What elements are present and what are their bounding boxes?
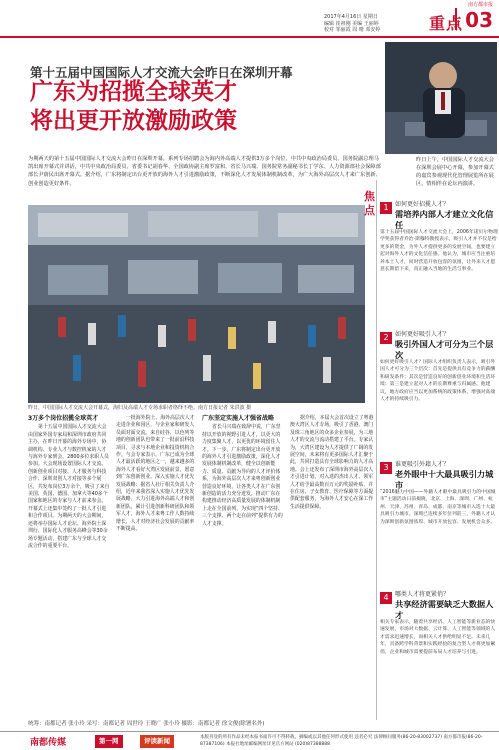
main-photo-caption: 昨日，中国国际人才交流大会开幕式，海归及高端人才专场求职者络绎不绝。南方日报记者 朱洪波 摄 xyxy=(28,405,252,411)
article-column-1 xyxy=(28,415,110,550)
article-column-4 xyxy=(290,415,376,511)
column-divider xyxy=(376,180,377,720)
focus-item-header xyxy=(380,460,498,490)
main-photo-image xyxy=(28,205,365,403)
article-credits: 统筹：南都记者 张小玲 采写：南都记者 周世玲 王晓广 张小玲 摄影：南都记者 徐文俊(除署名外) xyxy=(28,721,265,727)
column-body: 一批海外院士、海外高层次人才走进企业和园区，与企业家和研发人员面对面交流。来自硅谷、以色列等地的创新团队也带来了一批前沿科技项目，寻求与本地企业和投资机构合作。与会专家表示，广东已成为全球人才最活跃的地区之一，越来越多的海外人才看好大湾区发展前景，愿意到广东创新创业。深入实施人才优先发展战略：据省人社厅相关负责人介绍，近年来我省深入实施人才优先发展战略，大力引进海外高端人才和创新团队，累计引进创新科研团队和领军人才，海外人才来粤工作人数持续增长，人才对经济社会发展的贡献率不断提高。 xyxy=(116,415,195,533)
article-lead: 为期两天的第十五届中国国际人才交流大会昨日在深圳开幕。系列专场招聘会为海内外高端人才提供3万多个岗位，中共中央政治局委员、国务院副总理马凯出席开幕式并讲话，中共中央政治局委员、省委书记胡春华、全国政协副主席罗富和、省长马兴瑞、国务院常务副秘书长丁学东、人力资源部社会保障部部长尹蔚民出席开幕式。据介绍，广东将制定出台更开放的海外人才引进激励政策，不断深化人才发展体制机制改革，为广大海外高层次人才来广东创新、创业创造更好条件。 xyxy=(28,156,381,187)
focus-number-badge: 4 xyxy=(380,592,392,604)
column-body: 省长马兴瑞在致辞中说，广东坚持以开放的视野引进人才，以更大的力度集聚人才，以更优的环境留住人才。下一步，广东将制定出台更开放的海外人才引进激励政策，深化人才发展体制机制改革，健全以创新能力、质量、贡献为导向的人才评价体系，为海外高层次人才来粤创新创业营造良好环境，让各类人才在广东创新创造的活力充分迸发，推动广东在构建推动经济高质量发展的体制机制上走在全国前列，为实现“四个坚持、三个支撑、两个走在前列”提供有力的人才支撑。 xyxy=(202,424,283,527)
focus-number-badge: 1 xyxy=(380,202,392,214)
focus-item-header xyxy=(380,330,498,360)
focus-answer-title: 需培养内部人才建立文化信任 xyxy=(395,209,494,230)
footer-app-badge-2: 评读新闻 xyxy=(140,735,174,748)
issue-proofreaders: 校对 邹丽霞 周 晴 邓安婷 xyxy=(324,27,381,33)
column-heading: 3万多个岗位招揽全球英才 xyxy=(28,415,99,422)
focus-answer-title: 老外眼中十大最具吸引力城市 xyxy=(395,469,494,490)
brand-label: 南方都市报 xyxy=(467,2,493,8)
page-footer xyxy=(0,731,499,750)
focus-question: 哪类人才将更紧俏？ xyxy=(395,591,450,598)
focus-item-3 xyxy=(380,460,498,526)
focus-number-badge: 3 xyxy=(380,462,392,474)
issue-date: 2017年4月16日 星期日 xyxy=(324,14,378,20)
footer-legal-text: 本版刊登的所有作品未经本报书面许可不得转载、摘编或以其他任何形式使用 违者必究 法律顾问服务(86-20-83002737) 南方都市报(86-20-87387106) 本报社地址邮编网址详见官方网站 (020)87388888 xyxy=(200,735,483,747)
main-photo xyxy=(28,205,365,403)
focus-answer-title: 共享经济需要缺乏大数据人才 xyxy=(395,599,494,620)
focus-item-header xyxy=(380,200,498,230)
column-body: 据介绍，本届大会首次设立了粤港澳大湾区人才专场，吸引了香港、澳门及珠三角地区的众多企业参展，为三地人才的交流与流动搭建了平台。专家认为，大湾区建设为人才提供了广阔的发展空间，未来将有更多国际人才汇聚于此，共同打造具有全球影响力的人才高地。会上还发布了深圳市海外高层次人才引进计划，对入选的杰出人才、领军人才给予最高数百万元的奖励补贴，并在住房、子女教育、医疗保障等方面提供配套服务，为海外人才安心在深工作生活提供保障。 xyxy=(290,415,374,510)
column-heading: 广东坚定实施人才强省战略 xyxy=(202,415,275,422)
headline-line-1: 广东为招揽全球英才 xyxy=(30,79,237,105)
section-title: 重点 xyxy=(428,14,463,33)
focus-body: “2016魅力中国——外籍人才眼中最具吸引力的中国城市”主题活动日前揭晓，北京、上海、深圳、广州、杭州、天津、苏州、青岛、成都、南京等城市入选十大最具吸引力城市。深圳已连续多年位列前三，外籍人才认为深圳创新氛围浓厚、城市开放包容、发展机会众多。 xyxy=(380,490,496,525)
article-kicker: 第十五届中国国际人才交流大会昨日在深圳开幕 xyxy=(30,65,293,80)
issue-editors: 编辑 崔祖刚 美编 王丽婷 xyxy=(324,20,379,27)
focus-item-4 xyxy=(380,590,498,656)
focus-answer-title: 吸引外国人才可分为三个层次 xyxy=(395,339,494,360)
focus-question: 如何更好招揽人才？ xyxy=(395,201,450,208)
focus-question: 如何更好吸引人才？ xyxy=(395,331,450,338)
focus-body: 如何更好吸引人才？国际人才组织负责人表示，吸引外国人才可分为三个层次：首先是提供具有竞争力的薪酬和研发条件；其次是营造良好的创新创业环境和生活环境；第三是建立起对人才的长期尊重与归属感。他建议，地方政府应当以更加系统的政策体系，增强对高端人才的持续吸引力。 xyxy=(380,360,496,403)
issue-meta xyxy=(324,14,404,34)
article-headline xyxy=(30,78,330,136)
focus-body: 相关专家表示，随着共享经济、人工智能等新业态的快速发展，市场对大数据、云计算、人工智能等领域的人才需求迅速增长，而相关人才供给明显不足。未来几年，具备跨学科背景和实践经验的复合型人才将更加紧俏，企业和城市需要提前布局人才培养与引进。 xyxy=(380,620,496,655)
column-body: 第十五届中国国际人才交流大会由国家外国专家局和深圳市政府共同主办，在昨日开幕的海外专场中，协调机构、专业人才与数控机家的人才与海外专家到会，2800多位求职人员参加。大会现场设置国际人才交流、创新创业项目对接、人才服务与科技合作、深圳双创人才对接等多个展区，共发布岗位3万余个，吸引了来自美国、英国、德国、加拿大等40多个国家和地区的专家与人才前来参会。开幕式上还集中签约了一批人才引进和合作项目。为期两天的大会期间，还将举办国际人才论坛、海外院士深圳行、国际化人才服务高峰会等30余场专题活动，搭建广东与全球人才交流合作的重要平台。 xyxy=(28,424,110,549)
page-header xyxy=(0,0,499,38)
focus-number-badge: 2 xyxy=(380,332,392,344)
headline-line-2: 将出更开放激励政策 xyxy=(30,108,237,134)
page-number: 03 xyxy=(465,8,493,32)
side-photo xyxy=(385,42,497,154)
side-photo-image xyxy=(385,42,497,154)
side-photo-caption: 昨日上午，中国国际人才交流大会在深圳会展中心开幕，参加开幕式的嘉宾参观现代化管理展览所在展区，情相伴在论坛内演讲。 xyxy=(416,157,494,187)
focus-item-2 xyxy=(380,330,498,403)
focus-item-header xyxy=(380,590,498,620)
article-column-3 xyxy=(202,415,284,528)
focus-title: 焦点 xyxy=(364,190,375,217)
footer-app-badge: 第一网 xyxy=(95,735,123,748)
focus-question: 谁更吸引外籍人才？ xyxy=(395,461,450,468)
article-column-2 xyxy=(116,415,198,534)
footer-logo: 南都传媒 xyxy=(30,738,67,748)
focus-item-1 xyxy=(380,200,498,273)
focus-body: 第十五届中国国际人才交流大会上，2006年诺贝尔物理学奖获得者乔治·斯穆特教授表示，吸引人才并不仅是给更多的资金，为外人才提供更多的发展空间，也要建立起对海外人才的文化信任感。他认为，城市应当注重培养本土人才，同时营造开放包容的氛围，让外来人才愿意长期留下来，真正融入当地的生活与事业。 xyxy=(380,230,498,273)
